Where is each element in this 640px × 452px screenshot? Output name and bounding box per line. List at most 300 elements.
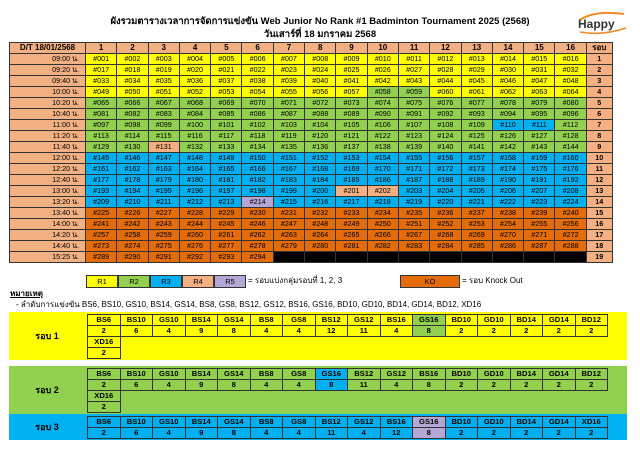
event-name-cell: XD16	[88, 337, 121, 348]
match-cell: #107	[398, 120, 429, 131]
empty-cell	[445, 391, 478, 402]
event-count-cell: 4	[250, 428, 283, 439]
match-cell: #242	[117, 219, 148, 230]
round-number-cell: 1	[586, 54, 612, 65]
round-block-label: รอบ 3	[35, 422, 59, 432]
match-cell: #269	[461, 230, 492, 241]
match-cell: #173	[461, 164, 492, 175]
match-cell: #233	[336, 208, 367, 219]
match-cell: #268	[430, 230, 461, 241]
empty-cell	[250, 348, 283, 359]
match-cell	[430, 252, 461, 263]
match-cell: #121	[336, 131, 367, 142]
match-cell: #127	[524, 131, 555, 142]
match-cell	[367, 252, 398, 263]
empty-cell	[218, 402, 251, 413]
match-cell: #259	[148, 230, 179, 241]
match-cell: #197	[211, 186, 242, 197]
match-cell: #075	[398, 98, 429, 109]
event-count-cell: 11	[348, 326, 381, 337]
match-cell: #020	[179, 65, 210, 76]
time-cell: 13:40 น.	[10, 208, 86, 219]
empty-cell	[120, 348, 153, 359]
round-number-cell: 13	[586, 186, 612, 197]
match-cell	[336, 252, 367, 263]
match-cell: #143	[524, 142, 555, 153]
empty-cell	[478, 337, 511, 348]
match-cell: #096	[555, 109, 586, 120]
match-cell: #253	[461, 219, 492, 230]
match-cell: #111	[524, 120, 555, 131]
match-cell: #248	[305, 219, 336, 230]
match-cell: #011	[398, 54, 429, 65]
match-cell: #089	[336, 109, 367, 120]
schedule-row	[10, 131, 613, 142]
match-cell: #241	[86, 219, 117, 230]
match-cell	[492, 252, 523, 263]
match-cell: #246	[242, 219, 273, 230]
empty-cell	[120, 391, 153, 402]
match-cell: #163	[148, 164, 179, 175]
match-cell: #036	[179, 76, 210, 87]
match-cell: #014	[492, 54, 523, 65]
match-cell: #270	[492, 230, 523, 241]
match-cell: #133	[211, 142, 242, 153]
empty-cell	[153, 337, 186, 348]
match-cell: #062	[492, 87, 523, 98]
match-cell: #220	[430, 197, 461, 208]
match-cell: #063	[524, 87, 555, 98]
event-count-cell: 4	[348, 428, 381, 439]
match-cell: #207	[524, 186, 555, 197]
match-cell: #149	[211, 153, 242, 164]
event-count-cell: 6	[120, 428, 153, 439]
event-name-cell: GS16	[413, 315, 446, 326]
match-cell: #168	[305, 164, 336, 175]
round-number-cell: 2	[586, 65, 612, 76]
match-cell: #152	[305, 153, 336, 164]
match-cell: #166	[242, 164, 273, 175]
schedule-table	[9, 42, 613, 263]
event-count-cell: 2	[478, 380, 511, 391]
match-cell: #009	[336, 54, 367, 65]
match-cell: #123	[398, 131, 429, 142]
match-cell: #274	[117, 241, 148, 252]
empty-cell	[250, 337, 283, 348]
empty-cell	[380, 402, 413, 413]
match-cell: #155	[398, 153, 429, 164]
match-cell: #183	[273, 175, 304, 186]
match-cell: #080	[555, 98, 586, 109]
round-number-cell: 6	[586, 109, 612, 120]
time-cell: 12:00 น.	[10, 153, 86, 164]
match-cell: #151	[273, 153, 304, 164]
empty-cell	[218, 348, 251, 359]
event-name-cell: GD10	[478, 417, 511, 428]
match-cell: #292	[179, 252, 210, 263]
match-cell: #263	[273, 230, 304, 241]
match-cell: #176	[555, 164, 586, 175]
event-name-cell: GD10	[478, 369, 511, 380]
event-name-cell: GD14	[543, 315, 576, 326]
event-count-cell: 2	[478, 428, 511, 439]
match-cell: #170	[367, 164, 398, 175]
match-cell: #164	[179, 164, 210, 175]
match-cell: #037	[211, 76, 242, 87]
event-name-cell: BS16	[380, 417, 413, 428]
match-cell: #276	[179, 241, 210, 252]
logo-text: Happy	[578, 17, 615, 31]
event-name-cell: BD14	[510, 417, 543, 428]
match-cell: #002	[117, 54, 148, 65]
event-count-cell: 2	[88, 428, 121, 439]
empty-cell	[543, 391, 576, 402]
match-cell: #010	[367, 54, 398, 65]
match-cell: #097	[86, 120, 117, 131]
match-cell: #277	[211, 241, 242, 252]
match-cell: #190	[492, 175, 523, 186]
empty-cell	[380, 337, 413, 348]
schedule-row	[10, 241, 613, 252]
match-cell: #059	[398, 87, 429, 98]
match-cell: #024	[305, 65, 336, 76]
court-header: 5	[211, 43, 242, 54]
match-cell: #109	[461, 120, 492, 131]
match-cell: #087	[273, 109, 304, 120]
match-cell: #154	[367, 153, 398, 164]
match-cell: #066	[117, 98, 148, 109]
empty-cell	[445, 337, 478, 348]
match-cell: #222	[492, 197, 523, 208]
time-cell: 13:00 น.	[10, 186, 86, 197]
event-name-cell: GS12	[348, 417, 381, 428]
match-cell: #260	[179, 230, 210, 241]
match-cell: #091	[398, 109, 429, 120]
match-cell: #081	[86, 109, 117, 120]
match-cell: #067	[148, 98, 179, 109]
match-cell: #189	[461, 175, 492, 186]
match-cell: #110	[492, 120, 523, 131]
legend-swatch-r3: R3	[150, 275, 182, 288]
round-block-label: รอบ 2	[35, 385, 59, 395]
round-number-cell: 19	[586, 252, 612, 263]
match-cell: #038	[242, 76, 273, 87]
match-cell: #236	[430, 208, 461, 219]
match-cell: #102	[242, 120, 273, 131]
match-cell: #257	[86, 230, 117, 241]
match-cell: #215	[273, 197, 304, 208]
event-name-cell: BS6	[88, 315, 121, 326]
match-cell: #249	[336, 219, 367, 230]
court-header: 15	[524, 43, 555, 54]
note-title: หมายเหตุ	[10, 289, 43, 298]
match-cell: #053	[211, 87, 242, 98]
match-cell: #094	[492, 109, 523, 120]
event-name-cell: GS16	[315, 369, 348, 380]
match-cell: #147	[148, 153, 179, 164]
time-cell: 14:00 น.	[10, 219, 86, 230]
match-cell: #169	[336, 164, 367, 175]
empty-cell	[348, 391, 381, 402]
event-count-cell: 4	[283, 380, 316, 391]
match-cell: #210	[117, 197, 148, 208]
match-cell: #049	[86, 87, 117, 98]
schedule-row	[10, 109, 613, 120]
match-cell: #026	[367, 65, 398, 76]
match-cell: #280	[305, 241, 336, 252]
match-cell: #237	[461, 208, 492, 219]
legend-ko-text: = รอบ Knock Out	[462, 276, 523, 285]
match-cell: #196	[179, 186, 210, 197]
match-cell: #281	[336, 241, 367, 252]
time-cell: 15:25 น.	[10, 252, 86, 263]
match-cell: #017	[86, 65, 117, 76]
round-block	[9, 366, 627, 414]
match-cell: #224	[555, 197, 586, 208]
match-cell: #140	[430, 142, 461, 153]
match-cell: #211	[148, 197, 179, 208]
match-cell: #146	[117, 153, 148, 164]
match-cell: #060	[430, 87, 461, 98]
time-cell: 11:20 น.	[10, 131, 86, 142]
match-cell: #138	[367, 142, 398, 153]
match-cell: #116	[179, 131, 210, 142]
match-cell: #230	[242, 208, 273, 219]
match-cell	[273, 252, 304, 263]
match-cell: #050	[117, 87, 148, 98]
empty-cell	[510, 337, 543, 348]
event-count-cell: 4	[380, 380, 413, 391]
match-cell: #156	[430, 153, 461, 164]
empty-cell	[315, 348, 348, 359]
court-header: 1	[86, 43, 117, 54]
empty-cell	[250, 402, 283, 413]
match-cell: #289	[86, 252, 117, 263]
corner-label: D/T 18/01/2568	[10, 43, 86, 54]
page-subtitle-date: วันเสาร์ที่ 18 มกราคม 2568	[263, 29, 377, 40]
empty-cell	[153, 348, 186, 359]
match-cell: #093	[461, 109, 492, 120]
match-cell: #180	[179, 175, 210, 186]
match-cell: #286	[492, 241, 523, 252]
legend-swatch-ko: KO	[400, 275, 460, 288]
event-count-cell: 11	[315, 428, 348, 439]
match-cell: #264	[305, 230, 336, 241]
match-cell: #266	[367, 230, 398, 241]
match-cell: #070	[242, 98, 273, 109]
match-cell: #209	[86, 197, 117, 208]
match-cell: #258	[117, 230, 148, 241]
match-cell: #033	[86, 76, 117, 87]
match-cell: #095	[524, 109, 555, 120]
page-title: ผังรวมตารางเวลาการจัดการแข่งขัน Web Junior No Rank #1 Badminton Tournament 2025 (2568)	[110, 16, 530, 27]
empty-cell	[575, 348, 608, 359]
match-cell: #245	[211, 219, 242, 230]
match-cell: #231	[273, 208, 304, 219]
event-count-cell: 8	[315, 380, 348, 391]
match-cell: #101	[211, 120, 242, 131]
empty-cell	[185, 337, 218, 348]
empty-cell	[283, 348, 316, 359]
match-cell: #217	[336, 197, 367, 208]
match-cell: #203	[398, 186, 429, 197]
match-cell: #099	[148, 120, 179, 131]
match-cell: #045	[461, 76, 492, 87]
match-cell: #223	[524, 197, 555, 208]
match-cell: #148	[179, 153, 210, 164]
court-header: 11	[398, 43, 429, 54]
match-cell: #254	[492, 219, 523, 230]
event-count-cell: 12	[380, 428, 413, 439]
match-cell: #129	[86, 142, 117, 153]
event-name-cell: BD10	[445, 369, 478, 380]
event-count-cell: 8	[218, 380, 251, 391]
match-cell: #114	[117, 131, 148, 142]
match-cell: #142	[492, 142, 523, 153]
schedule-row	[10, 164, 613, 175]
event-count-cell: 4	[153, 380, 186, 391]
match-cell: #122	[367, 131, 398, 142]
event-count-cell: 2	[543, 428, 576, 439]
empty-cell	[413, 402, 446, 413]
happy-logo	[574, 6, 632, 38]
empty-cell	[478, 391, 511, 402]
event-name-cell: GS12	[380, 369, 413, 380]
event-count-cell: 9	[185, 380, 218, 391]
match-cell: #126	[492, 131, 523, 142]
match-cell: #247	[273, 219, 304, 230]
match-cell: #262	[242, 230, 273, 241]
event-name-cell: GS10	[153, 315, 186, 326]
schedule-row	[10, 219, 613, 230]
match-cell: #120	[305, 131, 336, 142]
event-count-cell: 8	[413, 428, 446, 439]
event-name-cell: GS14	[218, 315, 251, 326]
court-header: 13	[461, 43, 492, 54]
empty-cell	[315, 337, 348, 348]
schedule-row	[10, 252, 613, 263]
time-cell: 12:20 น.	[10, 164, 86, 175]
match-cell: #244	[179, 219, 210, 230]
event-name-cell: BS6	[88, 369, 121, 380]
empty-cell	[250, 391, 283, 402]
event-name-cell: GS14	[218, 369, 251, 380]
match-cell: #285	[461, 241, 492, 252]
time-cell: 10:40 น.	[10, 109, 86, 120]
match-cell: #117	[211, 131, 242, 142]
schedule-row	[10, 197, 613, 208]
match-cell: #131	[148, 142, 179, 153]
match-cell: #074	[367, 98, 398, 109]
match-cell: #192	[555, 175, 586, 186]
match-cell: #112	[555, 120, 586, 131]
match-cell: #279	[273, 241, 304, 252]
match-cell: #144	[555, 142, 586, 153]
match-cell: #195	[148, 186, 179, 197]
match-cell: #031	[524, 65, 555, 76]
event-name-cell: BS8	[250, 417, 283, 428]
match-cell: #055	[273, 87, 304, 98]
round-number-cell: 4	[586, 87, 612, 98]
event-name-cell: BD14	[510, 369, 543, 380]
match-cell: #103	[273, 120, 304, 131]
match-cell	[524, 252, 555, 263]
event-name-cell: GS10	[153, 417, 186, 428]
time-cell: 10:00 น.	[10, 87, 86, 98]
match-cell	[461, 252, 492, 263]
match-cell: #153	[336, 153, 367, 164]
empty-cell	[380, 391, 413, 402]
event-name-cell: BS10	[120, 417, 153, 428]
schedule-row	[10, 54, 613, 65]
match-cell: #212	[179, 197, 210, 208]
match-cell: #139	[398, 142, 429, 153]
round-number-cell: 15	[586, 208, 612, 219]
court-header: 6	[242, 43, 273, 54]
match-cell: #243	[148, 219, 179, 230]
court-header: 14	[492, 43, 523, 54]
match-cell: #159	[524, 153, 555, 164]
match-cell: #261	[211, 230, 242, 241]
match-cell: #025	[336, 65, 367, 76]
event-count-cell: 2	[510, 380, 543, 391]
court-header: 10	[367, 43, 398, 54]
empty-cell	[185, 402, 218, 413]
match-cell: #141	[461, 142, 492, 153]
match-cell: #251	[398, 219, 429, 230]
empty-cell	[185, 391, 218, 402]
match-cell: #073	[336, 98, 367, 109]
event-count-cell: 12	[315, 326, 348, 337]
note-event-order: - ลำดับการแข่งขัน BS6, BS10, GS10, BS14, GS14, BS8, GS8, BS12, GS12, BS16, GS16, BD10, GD10, BD14, GD14, BD12, XD16	[16, 300, 482, 309]
schedule-row	[10, 142, 613, 153]
match-cell: #188	[430, 175, 461, 186]
time-cell: 09:00 น.	[10, 54, 86, 65]
match-cell: #115	[148, 131, 179, 142]
match-cell: #040	[305, 76, 336, 87]
match-cell: #165	[211, 164, 242, 175]
match-cell: #056	[305, 87, 336, 98]
event-count-cell: 4	[153, 428, 186, 439]
match-cell: #193	[86, 186, 117, 197]
event-count-cell: 2	[88, 326, 121, 337]
match-cell: #042	[367, 76, 398, 87]
match-cell: #082	[117, 109, 148, 120]
event-name-cell: BS16	[380, 315, 413, 326]
match-cell: #023	[273, 65, 304, 76]
empty-cell	[575, 402, 608, 413]
event-count-cell: 2	[575, 326, 608, 337]
legend-group-text: = รอบแบ่งกลุ่มรอบที่ 1, 2, 3	[248, 276, 343, 285]
match-cell: #113	[86, 131, 117, 142]
match-cell: #016	[555, 54, 586, 65]
match-cell: #098	[117, 120, 148, 131]
schedule-header-row	[10, 43, 613, 54]
match-cell: #068	[179, 98, 210, 109]
match-cell: #205	[461, 186, 492, 197]
schedule-row	[10, 230, 613, 241]
time-cell: 14:20 น.	[10, 230, 86, 241]
event-count-cell: 9	[185, 428, 218, 439]
match-cell: #167	[273, 164, 304, 175]
event-name-cell: GD14	[543, 417, 576, 428]
event-count-cell: 2	[88, 402, 121, 413]
match-cell: #035	[148, 76, 179, 87]
event-name-cell: BS8	[250, 315, 283, 326]
match-cell: #057	[336, 87, 367, 98]
match-cell: #198	[242, 186, 273, 197]
event-count-cell: 8	[218, 428, 251, 439]
